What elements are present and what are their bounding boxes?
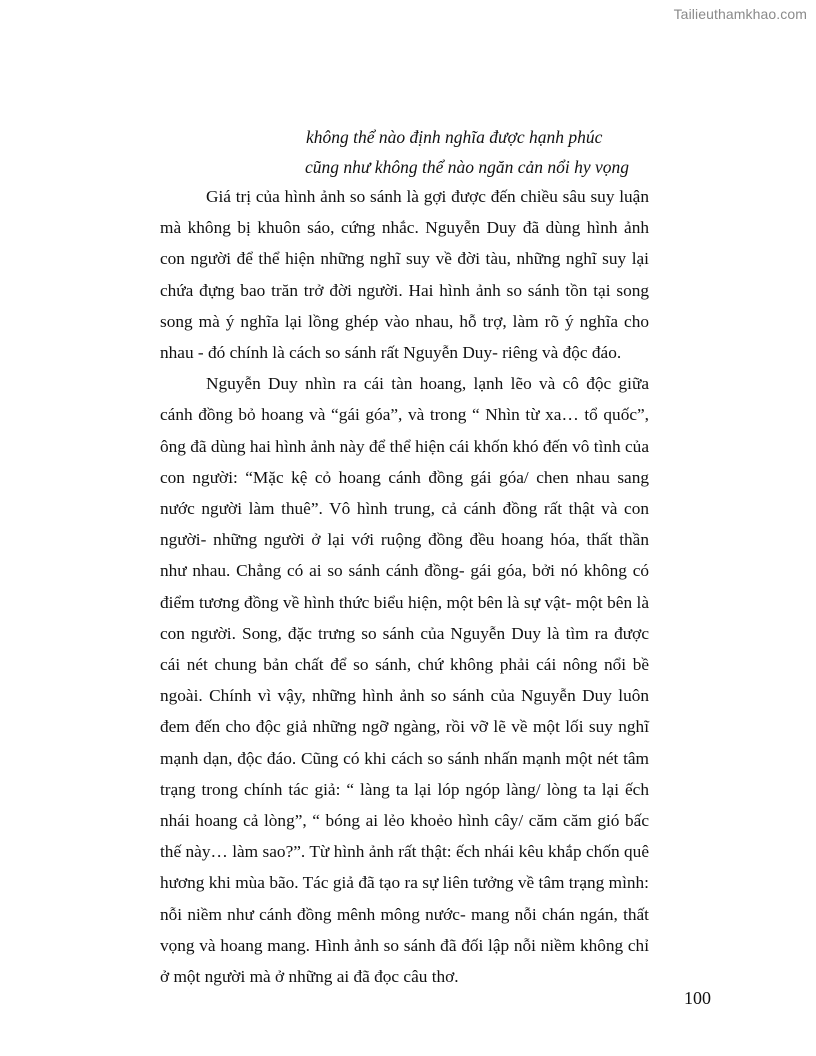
paragraph: Nguyễn Duy nhìn ra cái tàn hoang, lạnh lẽo và cô độc giữa cánh đồng bỏ hoang và “gái góa”, và trong “ Nhìn từ xa… tổ quốc”, ông đã dùng hai hình ảnh này để thể hiện cái khốn khó đến vô tình của con người: “Mặc kệ cỏ hoang cánh đồng gái góa/ chen nhau sang nước người làm thuê”. Vô hình trung, cả cánh đồng rất thật và con người- những người ở lại với ruộng đồng đều hoang hóa, thất thần như nhau. Chẳng có ai so sánh cánh đồng- gái góa, bởi nó không có điểm tương đồng về hình thức biểu hiện, một bên là sự vật- một bên là con người. Song, đặc trưng so sánh của Nguyễn Duy là tìm ra được cái nét chung bản chất để so sánh, chứ không phải cái nông nổi bề ngoài. Chính vì vậy, những hình ảnh so sánh của Nguyễn Duy luôn đem đến cho độc giả những ngỡ ngàng, rồi vỡ lẽ về một lối suy nghĩ mạnh dạn, độc đáo. Cũng có khi cách so sánh nhấn mạnh một nét tâm trạng trong chính tác giả: “ làng ta lại lóp ngóp làng/ lòng ta lại ếch nhái hoang cả lòng”, “ bóng ai lẻo khoẻo hình cây/ căm căm gió bấc thế này… làm sao?”. Từ hình ảnh rất thật: ếch nhái kêu khắp chốn quê hương khi mùa bão. Tác giả đã tạo ra sự liên tưởng về tâm trạng mình: nỗi niềm như cánh đồng mênh mông nước- mang nỗi chán ngán, thất vọng và hoang mang. Hình ảnh so sánh đã đối lập nỗi niềm không chỉ ở một người mà ở những ai đã đọc câu thơ. [160,374,649,987]
verse-line: không thể nào định nghĩa được hạnh phúc [306,127,603,147]
page-number: 100 [684,988,711,1008]
verse-line: cũng như không thể nào ngăn cản nổi hy vọng [305,157,629,177]
body-text [160,181,649,992]
watermark: Tailieuthamkhao.com [673,6,807,22]
paragraph: Giá trị của hình ảnh so sánh là gợi được đến chiều sâu suy luận mà không bị khuôn sáo, cứng nhắc. Nguyễn Duy đã dùng hình ảnh con người để thể hiện những nghĩ suy về đời tàu, những nghĩ suy lại chứa đựng bao trăn trở đời người. Hai hình ảnh so sánh tồn tại song song mà ý nghĩa lại lồng ghép vào nhau, hỗ trợ, làm rõ ý nghĩa cho nhau - đó chính là cách so sánh rất Nguyễn Duy- riêng và độc đáo. [160,187,649,363]
